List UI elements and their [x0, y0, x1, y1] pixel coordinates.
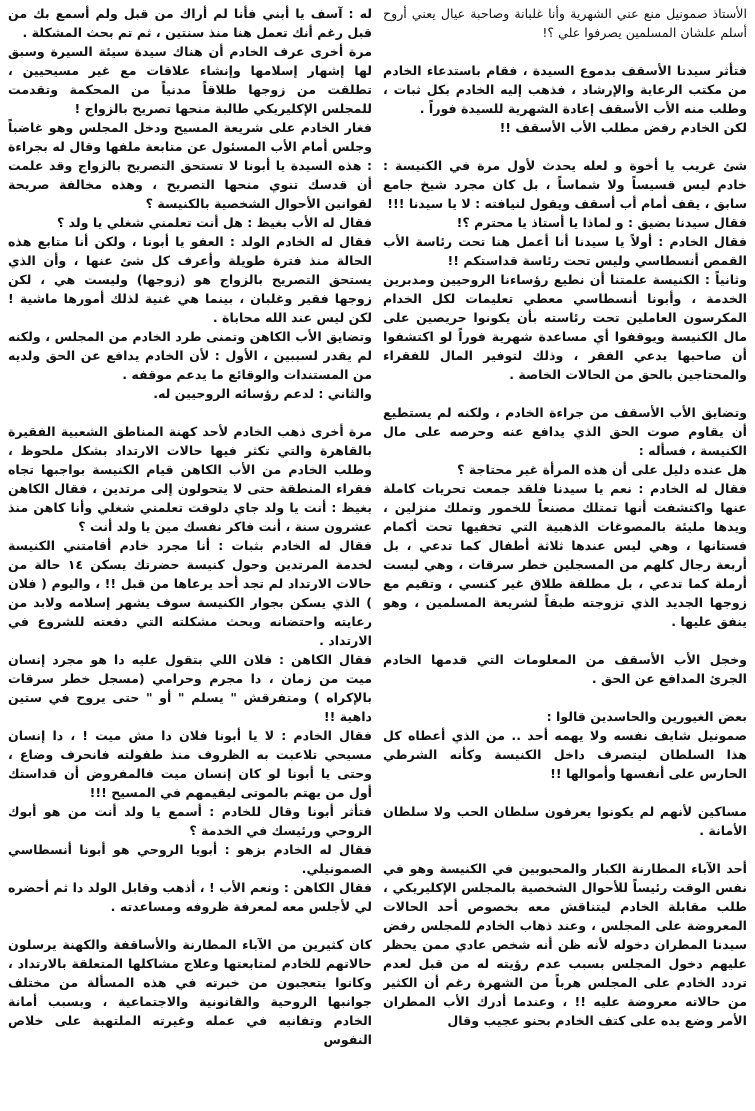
paragraph: هل عنده دليل على أن هذه المرأة غير محتاجة ؟: [457, 462, 747, 477]
paragraph: بعض الغيورين والحاسدين قالوا :: [546, 709, 747, 724]
left-text-column: [8, 4, 372, 1111]
paragraph: كان كثيرين من الآباء المطارنة والأساقفة والكهنة يرسلون حالاتهم للخادم لمتابعتها وعلاج مشاكلها المتعلقة بالارتداد ، وكانوا يتعجبون من خبرته في هذه المسألة من مختلف جوانبها الروحية والقانونية والاجتماعية ، وبسبب أمانة الخادم وتفانيه في عمله وغيرته الملتهبة على خلاص النفوس: [8, 937, 372, 1047]
paragraph: فقال سيدنا بضيق : و لماذا يا أستاذ يا محترم ؟!: [456, 215, 747, 230]
paragraph: مرة أخرى عرف الخادم أن هناك سيدة سيئة السيرة وسبق لها إشهار إسلامها وإنشاء علاقات مع غير مسيحيين ، تطلقت من زوجها طلاقاً مدنياً من المحكمة وتقدمت للمجلس الإكليريكي طالبة منحها تصريح بالزواج !: [8, 44, 372, 116]
paragraph: وتضايق الأب الأسقف من جراءة الخادم ، ولكنه لم يستطيع أن يقاوم صوت الحق الذي يدافع عنه وحرصه على مال الكنيسة ، فسأله :: [383, 405, 747, 458]
paragraph: فقال له الخادم بزهو : أبويا الروحي هو أبونا أنسطاسي الصمونيلي.: [8, 842, 372, 876]
paragraph: صمونيل شايف نفسه ولا يهمه أحد .. من الذي أعطاه كل هذا السلطان ليتصرف داخل الكنيسة وكأنه الشرطي الحارس على أنفسها وأموالها !!: [383, 728, 747, 781]
paragraph: والثاني : لدعم رؤسائه الروحيين له.: [153, 386, 372, 401]
paragraph: فقال له الخادم بثبات : أنا مجرد خادم أقامتني الكنيسة لخدمة المرتدين وحول كنيسة حضرتك يسكن ١٤ حالة من حالات الارتداد لم تجد أحد يرعاها من قبل !! ، واليوم ( فلان ) الذي يسكن بجوار الكنيسة سوف يشهر إسلامه ولابد من رعايته واحتضانه وبحث مشكلته التي دفعته للشروع في الارتداد .: [8, 538, 372, 648]
paragraph: فقال الخادم : لا يا أبونا فلان دا مش ميت ! ، دا إنسان مسيحي تلاعبت به الظروف منذ طفولته فانحرف وضاع ، وحتى يا أبونا لو كان إنسان ميت فالمفروض أن قداستك أول من يهتم بالموتى ليقيمهم في المسيح !!!: [8, 728, 372, 800]
paragraph: فغار الخادم على شريعة المسيح ودخل المجلس وهو غاضباً وجلس أمام الأب المسئول عن متابعة ملفها وقال له بجراءة : هذه السيدة يا أبونا لا تستحق التصريح بالزواج وقد علمت أن قدسك تنوي منحها التصريح ، وهذه مخالفة صريحة لقوانين الأحوال الشخصية بالكنيسة ؟: [8, 120, 372, 211]
paragraph: شئ غريب يا أخوة و لعله يحدث لأول مرة في الكنيسة : خادم ليس قسيساً ولا شماساً ، بل كان مجرد شيخ جامع سابق ، يقف أمام أب أسقف ويقول لنيافته : لا يا سيدنا !!!: [383, 158, 747, 211]
paragraph: وتضايق الأب الكاهن وتمنى طرد الخادم من المجلس ، ولكنه لم يقدر لسببين ، الأول : لأن الخادم يدافع عن الحق ولديه من المستندات والوقائع ما يدعم موقفه .: [8, 329, 372, 382]
paragraph: فقال الكاهن : فلان اللي بتقول عليه دا هو مجرد إنسان ميت من زمان ، دا مجرم وحرامي (مسجل خطر سرقات بالإكراه ) ومتفرقش " يسلم " أو " حتى يروح في ستين داهية !!: [8, 652, 372, 724]
paragraph: أحد الآباء المطارنة الكبار والمحبوبين في الكنيسة وهو في نفس الوقت رئيساً للأحوال الشخصية بالمجلس الإكليريكي ، طلب مقابلة الخادم ليتناقش معه بخصوص أحد الحالات المعروضة على المجلس ، وعند ذهاب الخادم للمجلس رفض سيدنا المطران دخوله لأنه ظن أنه شخص عادي ممن يحظر عليهم دخول المجلس بسبب عدم رؤيته له من قبل لعدم تردد الخادم على المجلس هرباً من الشهرة رغم أن الكثير من حالاته معروضة عليه !! ، وعندما أدرك الأب المطران الأمر وضع يده على كتف الخادم بحنو عجيب وقال: [383, 861, 747, 1028]
paragraph: فقال له الأب بغيظ : هل أنت تعلمني شغلي يا ولد ؟: [56, 215, 372, 230]
paragraph: مرة أخرى ذهب الخادم لأحد كهنة المناطق الشعبية الفقيرة بالقاهرة والتي تكثر فيها حالات الارتداد بشكل ملحوظ ، وطلب الخادم من الأب الكاهن قيام الكنيسة بواجبها تجاه فقراء المنطقة حتى لا يتحولون إلى مرتدين ، فقال الكاهن بغيظ : أنت يا ولد جاي دلوقت تعلمني شغلي وأنا كاهن منذ عشرون سنة ، أنت فاكر نفسك مين يا ولد أنت ؟: [8, 424, 372, 534]
paragraph: فقال الكاهن : ونعم الأب ! ، أذهب وقابل الولد دا ثم أحضره لي لأجلس معه لمعرفة ظروفه ومساعدته .: [8, 880, 372, 914]
paragraph: فتأثر سيدنا الأسقف بدموع السيدة ، فقام باستدعاء الخادم من مكتب الرعاية والإرشاد ، فذهب إليه الخادم بكل ثبات ، وطلب منه الأب الأسقف إعادة الشهرية للسيدة فوراً .: [383, 63, 747, 116]
paragraph: الأستاذ صمونيل منع عني الشهرية وأنا غلبانة وصاحبة عيال يعني أروح أسلم علشان المسلمين يصرفوا علي ؟!: [383, 6, 747, 40]
paragraph: فقال له الخادم الولد : العفو يا أبونا ، ولكن أنا متابع هذه الحالة منذ فترة طويلة وأعرف كل شئ عنها ، وأن الذي يستحق التصريح بالزواج هو (زوجها) وليست هي ، لكن زوجها فقير وغلبان ، بينما هي غنية لذلك أمورها ماشية ! لكن ليس عند الله محاباة .: [8, 234, 372, 325]
paragraph: لكن الخادم رفض مطلب الأب الأسقف !!: [499, 120, 747, 135]
paragraph: وثانياً : الكنيسة علمتنا أن نطيع رؤساءنا الروحيين ومدبرين الخدمة ، وأبونا أنسطاسي معطي تعليمات لكل الخدام المكرسون العاملين تحت رئاسته بأن يكونوا حريصين على مال الكنيسة ويوقفوا أي مساعدة شهرية فوراً لو اكتشفوا أن صاحبها يدعي الفقر ، وذلك لتوفير المال للفقراء والمحتاجين بالحق من الحالات الخاصة .: [383, 272, 747, 382]
paragraph: مساكين لأنهم لم يكونوا يعرفون سلطان الحب ولا سلطان الأمانة .: [383, 804, 747, 838]
paragraph: فقال له الخادم : نعم يا سيدنا فلقد جمعت تحريات كاملة عنها واكتشفت أنها تمتلك مصنعاً للخمور وتملك منزلين ، ويدها مليئة بالمصوغات الذهبية التي تخفيها تحت أكمام فستانها ، وهي ليس عندها ثلاثة أطفال كما تدعي ، بل أربعة رجال كلهم من المسجلين خطر سرقات ، وهي ليست أرملة كما تدعي ، بل مطلقة طلاق غير كنسي ، وتقيم مع زوجها الجديد الذي تزوجته طبقاً لشريعة المسلمين ، وهو ينفق عليها .: [383, 481, 747, 629]
right-text-column: [383, 4, 747, 1111]
paragraph: فقال الخادم : أولاً يا سيدنا أنا أعمل هنا تحت رئاسة الأب القمص أنسطاسي وليس تحت رئاسة قداستكم !!: [383, 234, 747, 268]
paragraph: وخجل الأب الأسقف من المعلومات التي قدمها الخادم الجرئ المدافع عن الحق .: [383, 652, 747, 686]
paragraph: فتأثر أبونا وقال للخادم : أسمع يا ولد أنت من هو أبوك الروحي ورئيسك في الخدمة ؟: [8, 804, 372, 838]
paragraph: له : آسف يا أبني فأنا لم أراك من قبل ولم أسمع بك من قبل رغم أنك تعمل هنا منذ سنتين ، ثم تم بحث المشكلة .: [8, 6, 372, 40]
